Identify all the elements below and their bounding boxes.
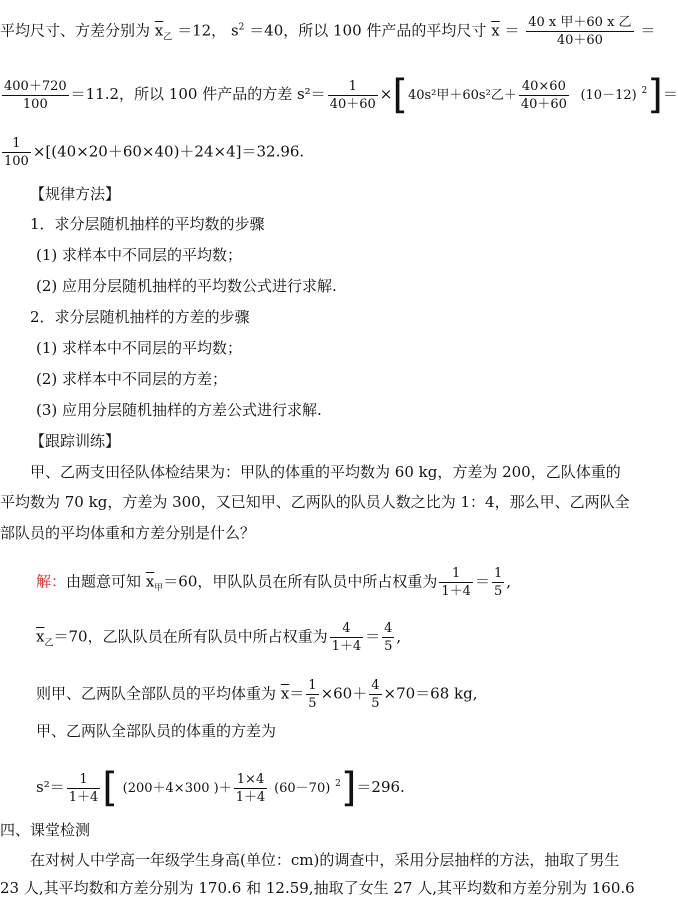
text: ＝40，所以 100 件产品的平均尺寸 xyxy=(249,21,487,40)
question-line-2: 23 人,其平均数和方差分别为 170.6 和 12.59,抽取了女生 27 人,其平均数和方差分别为 160.6 xyxy=(0,879,635,897)
section-title-guilv: 【规律方法】 xyxy=(30,185,121,203)
text: (60－70) xyxy=(274,781,331,796)
numerator: 40 x 甲＋60 x 乙 xyxy=(528,15,632,30)
fraction xyxy=(369,677,381,712)
numerator: 1 xyxy=(2,135,31,153)
method-1-1: (1) 求样本中不同层的平均数； xyxy=(36,246,243,264)
numerator: 40×60 xyxy=(519,78,569,96)
fraction xyxy=(439,565,473,600)
fraction xyxy=(2,135,31,170)
fraction xyxy=(328,78,378,113)
numerator: 1 xyxy=(493,566,503,581)
problem-line-1: 甲、乙两支田径队体检结果为：甲队的体重的平均数为 60 kg，方差为 200，乙队体重的 xyxy=(30,463,621,481)
fraction xyxy=(234,771,268,806)
text: 平均尺寸、方差分别为 xyxy=(0,21,151,40)
right-bracket: ] xyxy=(340,765,357,811)
superscript: 2 xyxy=(238,22,245,33)
denominator: 5 xyxy=(493,584,503,599)
left-bracket: [ xyxy=(392,72,408,118)
text: ＝11.2，所以 100 件产品的方差 s²＝ xyxy=(70,85,326,103)
numerator: 4 xyxy=(384,621,393,636)
denominator: 1＋4 xyxy=(68,789,99,805)
text: ＝60，甲队队员在所有队员中所占权重为 xyxy=(163,572,438,591)
x-bar: $\overline{x}$ xyxy=(491,21,500,40)
fraction xyxy=(330,620,364,655)
text: (10－12) xyxy=(580,88,637,103)
variance-symbol: s xyxy=(230,21,239,40)
problem-line-3: 部队员的平均体重和方差分别是什么？ xyxy=(0,524,256,542)
numerator: 400＋720 xyxy=(4,78,67,94)
numerator: 1 xyxy=(308,678,317,693)
subscript: 乙 xyxy=(163,32,173,43)
text: ＝70，乙队队员在所有队员中所占权重为 xyxy=(53,627,328,646)
text: , xyxy=(396,627,402,646)
fraction xyxy=(492,565,504,600)
denominator: 40＋60 xyxy=(556,33,603,48)
text: ×60＋ xyxy=(320,684,368,703)
method-2-2: (2) 求样本中不同层的方差； xyxy=(36,370,228,388)
answer-line-1 xyxy=(36,565,511,600)
text: ×70＝68 kg, xyxy=(383,684,478,703)
fraction xyxy=(526,14,633,49)
text: ＝12， xyxy=(177,21,227,40)
answer-line-3 xyxy=(36,677,477,712)
fraction xyxy=(519,78,569,113)
x-bar: $\overline{x}$ xyxy=(145,572,155,591)
equals: ＝ xyxy=(289,684,305,703)
numerator: 1 xyxy=(328,78,378,96)
denominator: 100 xyxy=(4,154,29,169)
answer-label: 解： xyxy=(36,572,67,591)
question-line-1: 在对树人中学高一年级学生身高(单位：cm)的调查中，采用分层抽样的方法，抽取了男生 xyxy=(30,851,620,869)
numerator: 1 xyxy=(67,771,101,789)
equals: ＝ xyxy=(365,627,381,646)
times: × xyxy=(379,85,393,103)
superscript: 2 xyxy=(335,779,341,789)
numerator: 4 xyxy=(371,678,380,693)
text: s²＝ xyxy=(36,778,65,796)
answer-line-2 xyxy=(36,620,401,655)
method-2-3: (3) 应用分层随机抽样的方差公式进行求解. xyxy=(36,401,322,419)
denominator: 1＋4 xyxy=(235,789,266,805)
equals: ＝ xyxy=(662,85,678,103)
denominator: 100 xyxy=(22,96,48,112)
solution-line-2 xyxy=(0,72,678,118)
problem-line-2: 平均数为 70 kg，方差为 300，又已知甲、乙两队的队员人数之比为 1：4，那么甲、乙两队全 xyxy=(0,493,630,511)
denominator: 1＋4 xyxy=(441,584,471,599)
subscript: 乙 xyxy=(44,638,54,649)
solution-line-3 xyxy=(0,135,304,170)
numerator: 1×4 xyxy=(234,771,268,789)
denominator: 40＋60 xyxy=(520,96,567,112)
text: (200＋4×300 )＋ xyxy=(122,781,232,796)
equals: ＝ xyxy=(474,572,490,591)
equals: ＝ xyxy=(504,21,520,40)
fraction xyxy=(67,771,101,806)
method-2-1: (1) 求样本中不同层的平均数； xyxy=(36,339,243,357)
x-bar: $\overline{x}$ xyxy=(36,627,45,646)
section-title-genzong: 【跟踪训练】 xyxy=(30,432,121,450)
right-bracket: ] xyxy=(647,72,663,118)
method-2: 2．求分层随机抽样的方差的步骤 xyxy=(30,308,250,326)
text: 由题意可知 xyxy=(66,572,142,591)
fraction xyxy=(306,677,318,712)
text: , xyxy=(506,572,512,591)
denominator: 1＋4 xyxy=(331,639,362,654)
fraction xyxy=(2,78,69,113)
text: 40s²甲＋60s²乙＋ xyxy=(407,88,517,103)
answer-line-4: 甲、乙两队全部队员的体重的方差为 xyxy=(36,722,277,740)
text: 则甲、乙两队全部队员的平均体重为 xyxy=(36,684,277,703)
method-1: 1．求分层随机抽样的平均数的步骤 xyxy=(30,215,265,233)
text: ＝296. xyxy=(356,778,405,796)
denominator: 40＋60 xyxy=(329,96,376,112)
denominator: 5 xyxy=(384,639,393,654)
fraction xyxy=(382,620,394,655)
text: ×[(40×20＋60×40)＋24×4]＝32.96. xyxy=(32,142,305,161)
numerator: 1 xyxy=(439,565,473,583)
solution-line-1 xyxy=(0,14,655,49)
answer-line-5 xyxy=(36,765,405,811)
x-bar: $\overline{x}$ xyxy=(154,21,164,40)
section-4-title: 四、课堂检测 xyxy=(0,821,91,839)
equals: ＝ xyxy=(640,21,656,40)
denominator: 5 xyxy=(371,696,380,711)
method-1-2: (2) 应用分层随机抽样的平均数公式进行求解. xyxy=(36,277,337,295)
x-bar: $\overline{x}$ xyxy=(280,684,290,703)
numerator: 4 xyxy=(330,620,364,638)
left-bracket: [ xyxy=(102,765,118,811)
superscript: 2 xyxy=(641,86,648,96)
subscript: 甲 xyxy=(154,583,164,594)
denominator: 5 xyxy=(308,696,317,711)
